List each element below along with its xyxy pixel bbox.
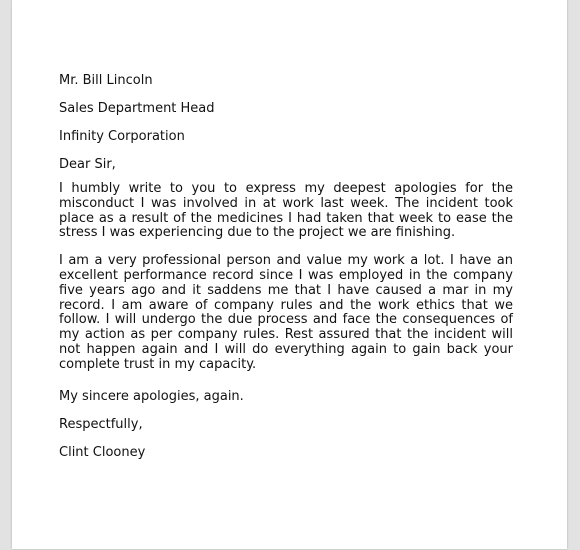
salutation: Dear Sir, bbox=[59, 157, 116, 172]
apology-line: My sincere apologies, again. bbox=[59, 388, 244, 404]
letter-body bbox=[59, 70, 513, 470]
explanation-paragraph: I am a very professional person and value my work a lot. I have an excellent performance record since I was employed in the company five years ago and it saddens me that I have caused a mar in my record. I am aware of company rules and the work ethics that we follow. I will undergo the due process and face the consequences of my action as per company rules. Rest assured that the incident will not happen again and I will do everything again to gain back your complete trust in my capacity. bbox=[59, 253, 513, 372]
recipient-title: Sales Department Head bbox=[59, 101, 215, 116]
letter-page bbox=[12, 0, 567, 549]
closing: Respectfully, bbox=[59, 416, 143, 432]
signature: Clint Clooney bbox=[59, 444, 146, 460]
recipient-name: Mr. Bill Lincoln bbox=[59, 73, 153, 88]
apology-paragraph: I humbly write to you to express my deepest apologies for the misconduct I was involved in at work last week. The incident took place as a result of the medicines I had taken that week to ease the stress I was experiencing due to the project we are finishing. bbox=[59, 181, 513, 241]
recipient-company: Infinity Corporation bbox=[59, 129, 185, 144]
